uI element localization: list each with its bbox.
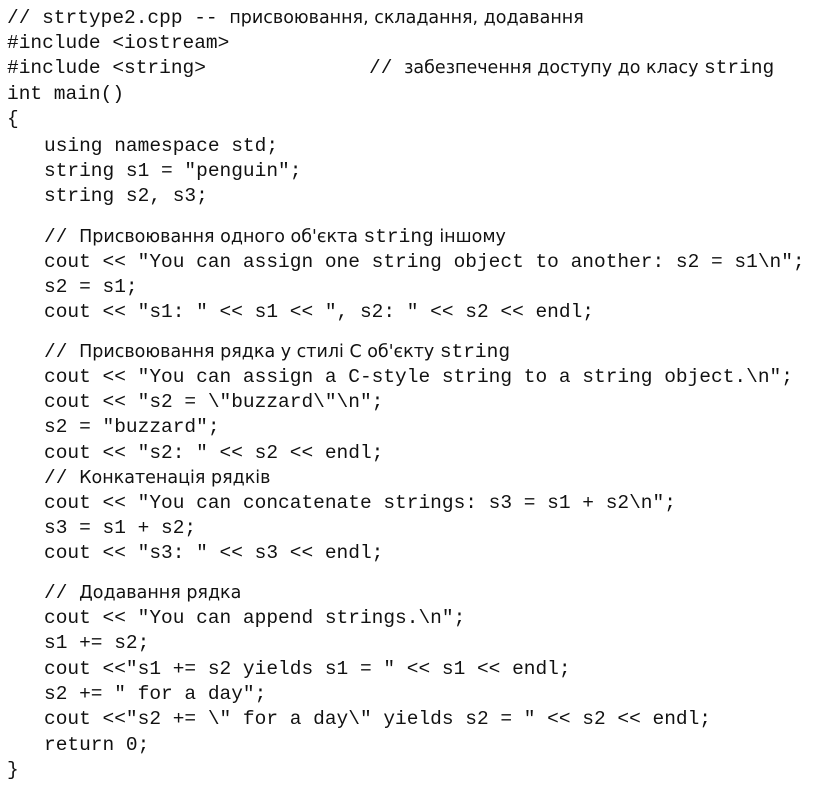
concat-msg-line: cout << "You can concatenate strings: s3 = s1 + s2\n"; xyxy=(44,492,676,514)
append-msg-line: cout << "You can append strings.\n"; xyxy=(44,607,466,629)
comment-keyword: string xyxy=(363,226,434,248)
header-comment-line xyxy=(7,6,584,31)
print-s2-result-line: cout <<"s2 += \" for a day\" yields s2 = " << s2 << endl; xyxy=(44,708,712,730)
print-s1-s2-line: cout << "s1: " << s1 << ", s2: " << s2 << endl; xyxy=(44,301,594,323)
comment-text: забезпечення доступу до класу xyxy=(404,58,705,78)
comment-text: Присвоювання одного об'єкта xyxy=(79,227,364,247)
comment-keyword: string xyxy=(704,57,775,79)
comment-text: Присвоювання рядка у стилі С об'єкту xyxy=(79,342,440,362)
decl-s2-s3-line: string s2, s3; xyxy=(44,185,208,207)
buzzard-assign-line: s2 = "buzzard"; xyxy=(44,416,220,438)
comment-assign-cstyle-line xyxy=(44,340,510,365)
comment-marker: // xyxy=(44,226,80,248)
comment-text: Конкатенація рядків xyxy=(79,468,271,488)
comment-marker: // xyxy=(44,341,80,363)
assign-line: s2 = s1; xyxy=(44,276,138,298)
comment-marker: // strtype2.cpp -- xyxy=(7,7,230,29)
close-brace-line: } xyxy=(7,759,19,781)
append-s1-line: s1 += s2; xyxy=(44,632,150,654)
print-s3-line: cout << "s3: " << s3 << endl; xyxy=(44,542,384,564)
print-s1-line: cout <<"s1 += s2 yields s1 = " << s1 << endl; xyxy=(44,658,571,680)
concat-line: s3 = s1 + s2; xyxy=(44,517,197,539)
comment-keyword: string xyxy=(439,341,511,363)
comment-text: присвоювання, складання, додавання xyxy=(229,8,584,28)
inline-comment xyxy=(369,56,774,81)
comment-assign-object-line xyxy=(44,225,506,250)
assign-msg-line: cout << "You can assign one string object to another: s2 = s1\n"; xyxy=(44,251,805,273)
code-listing xyxy=(7,6,819,786)
comment-append-line xyxy=(44,581,241,606)
comment-marker: // xyxy=(44,582,80,604)
include-string-line xyxy=(7,56,775,81)
include-directive: #include <string> xyxy=(7,57,206,79)
return-line: return 0; xyxy=(44,734,150,756)
comment-text-tail: іншому xyxy=(433,227,506,247)
comment-marker: // xyxy=(44,467,80,489)
buzzard-msg-line: cout << "s2 = \"buzzard\"\n"; xyxy=(44,391,384,413)
append-s2-line: s2 += " for a day"; xyxy=(44,683,267,705)
main-signature-line: int main() xyxy=(7,83,125,105)
open-brace-line: { xyxy=(7,108,19,130)
print-s2-line: cout << "s2: " << s2 << endl; xyxy=(44,442,384,464)
comment-text: Додавання рядка xyxy=(79,583,242,603)
include-iostream-line: #include <iostream> xyxy=(7,32,230,54)
decl-s1-line: string s1 = "penguin"; xyxy=(44,160,302,182)
cstyle-msg-line: cout << "You can assign a C-style string to a string object.\n"; xyxy=(44,366,793,388)
comment-marker: // xyxy=(369,57,405,79)
comment-concat-line xyxy=(44,466,270,491)
using-namespace-line: using namespace std; xyxy=(44,135,279,157)
